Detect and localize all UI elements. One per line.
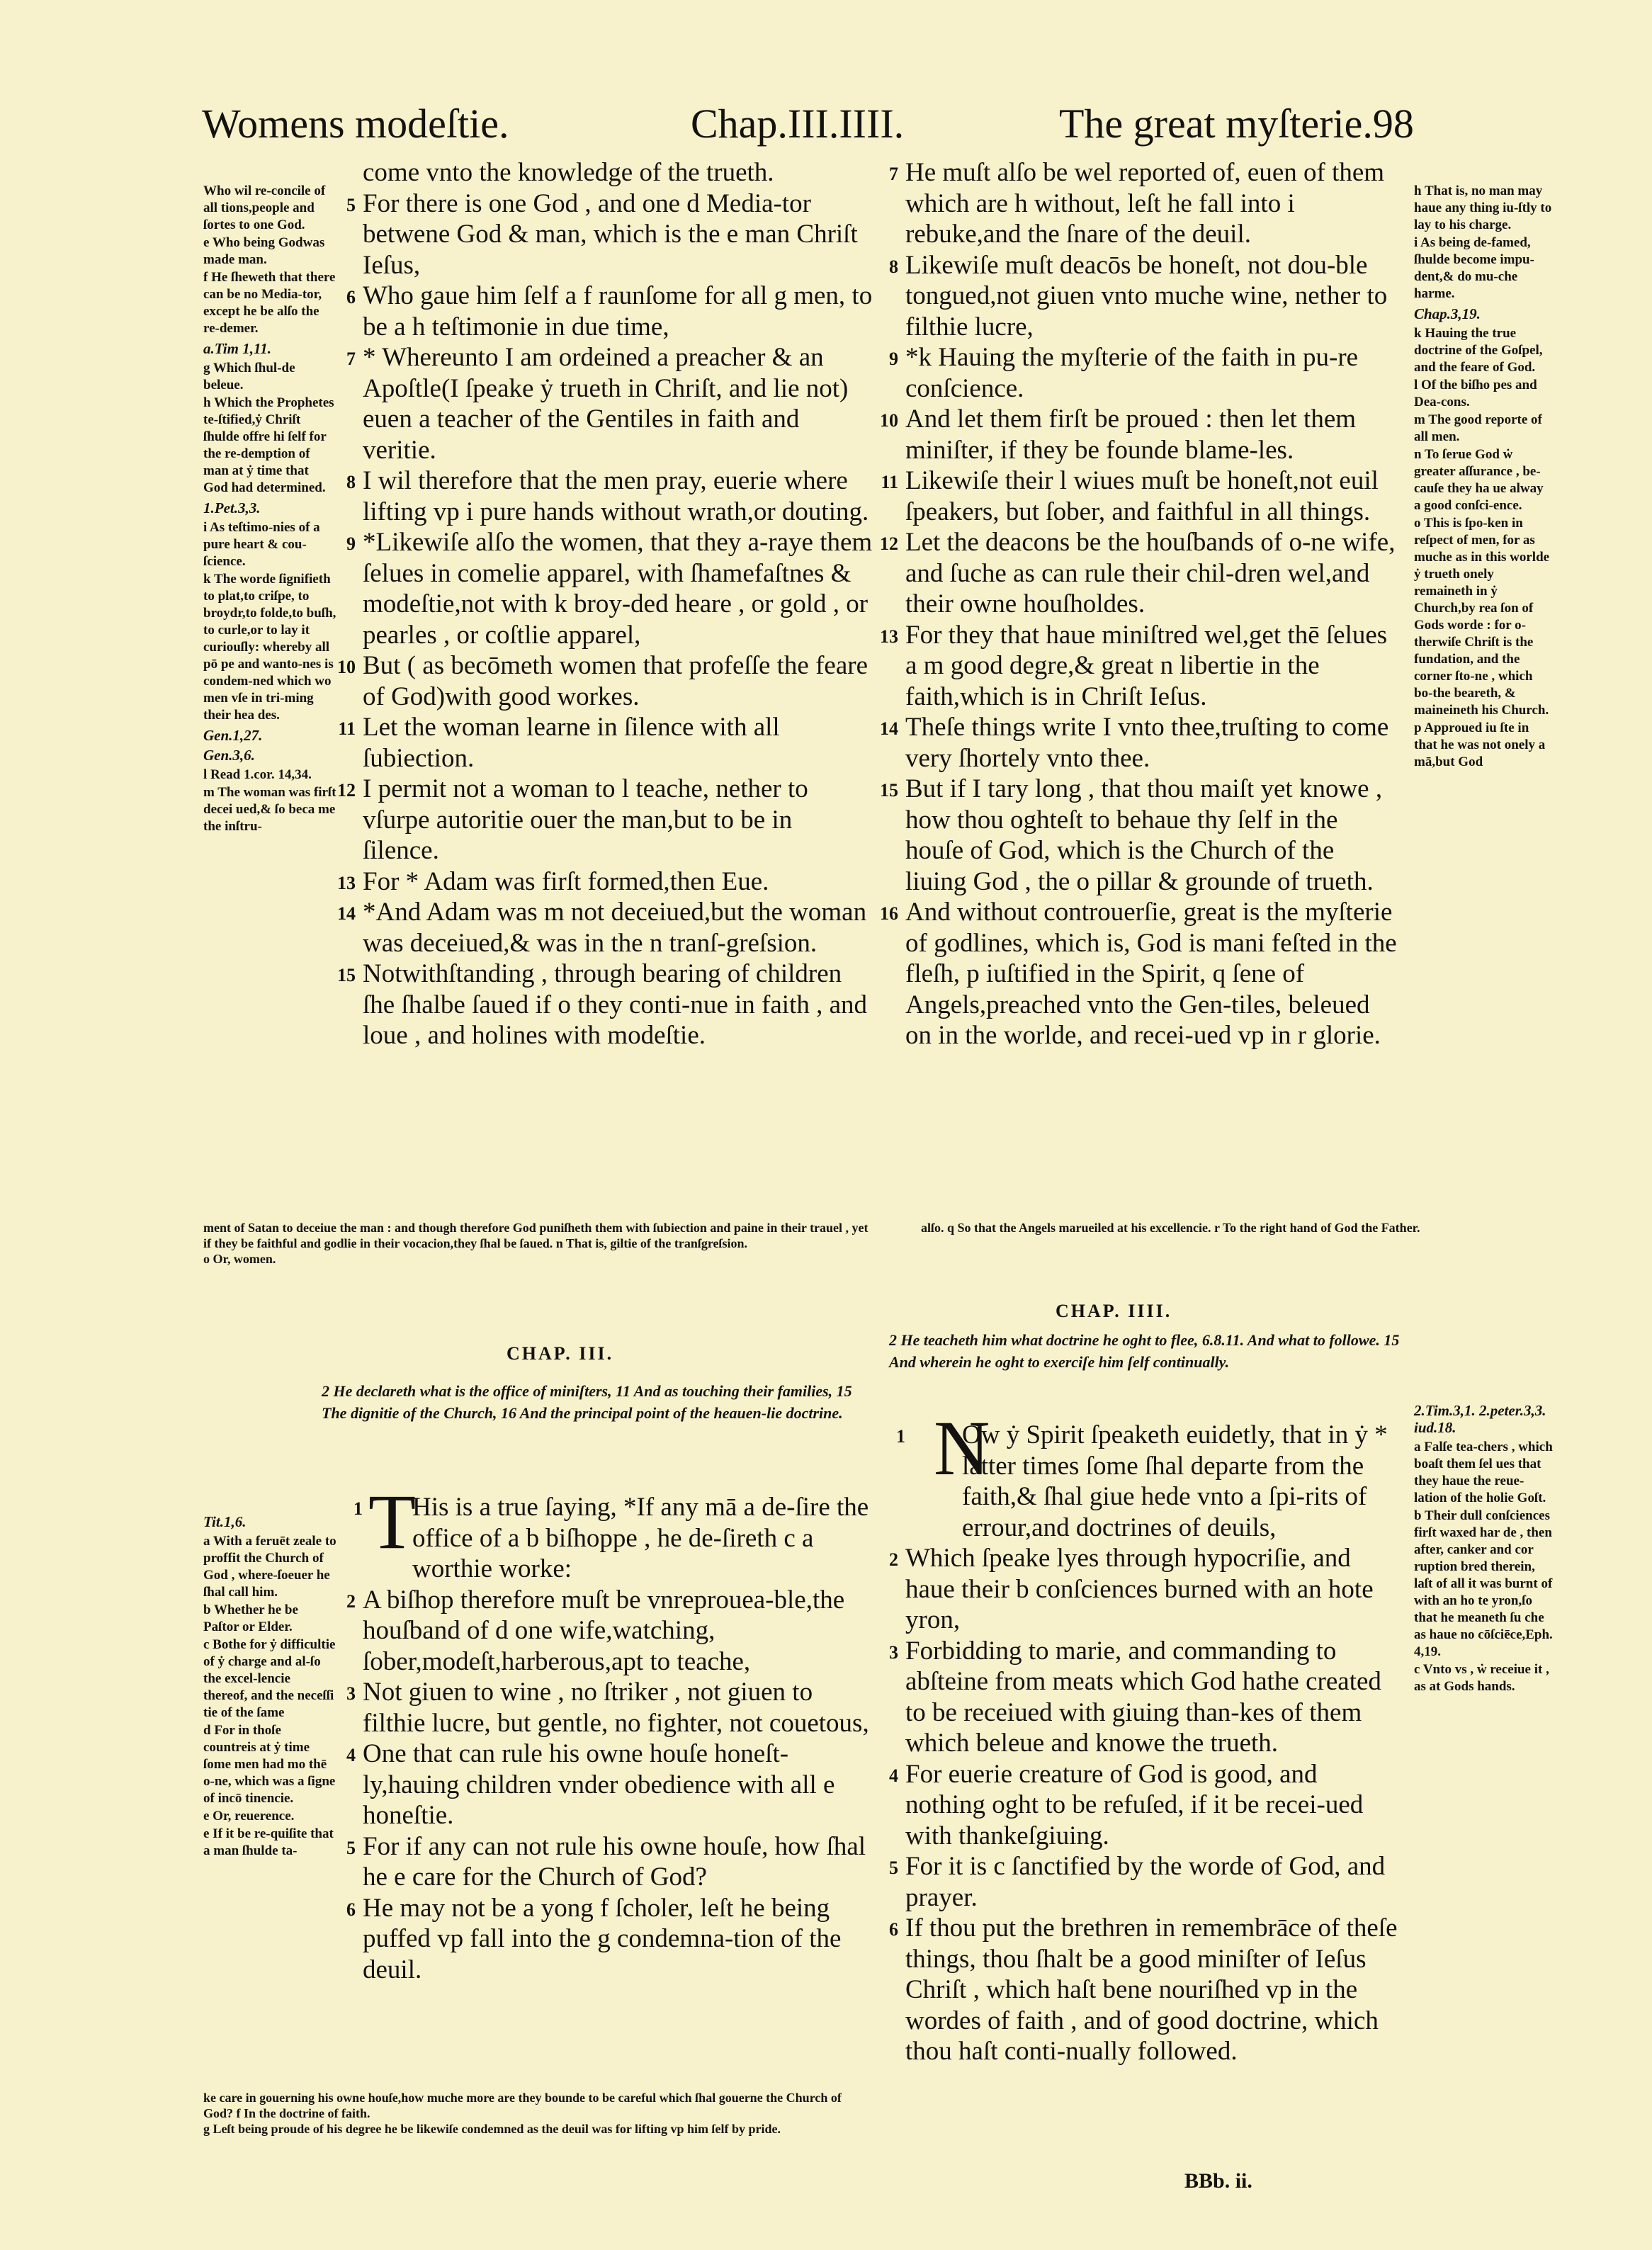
chapter-3-title: CHAP. III. <box>507 1343 614 1364</box>
verse-number: 6 <box>889 1919 898 1940</box>
margin-note: b Whether he be Paſtor or Elder. <box>203 1602 298 1634</box>
col1-footnotes <box>203 1220 873 1267</box>
margin-note: k The worde ſignifieth to plat,to criſpe, to broydr,to folde,to buſh, to curle,or to lay it curiouſly: whereby all pō pe and wanto-nes is condem-ned which wo men vſe in tri-ming their hea des. <box>203 572 336 723</box>
verse-text: And let them firſt be proued : then let them miniſter, if they be founde blame-les. <box>905 405 1357 465</box>
verse <box>889 250 1401 343</box>
verse-number: 1 <box>353 1498 363 1519</box>
verse-text: *k Hauing the myſterie of the faith in pu-re conſcience. <box>905 343 1359 403</box>
verse-text: He may not be a yong f ſcholer, leſt he being puffed vp fall into the g condemna-tion of the deuil. <box>363 1893 842 1984</box>
verse-text: Ow ẏ Spirit ſpeaketh euidetly, that in ẏ * latter times ſome ſhal departe from the faith,& ſhal giue hede vnto a ſpi-rits of errour,and doctrines of deuils, <box>962 1420 1388 1542</box>
verse-text: For euerie creature of God is good, and nothing oght to be refuſed, if it be recei-ued with thankeſgiuing. <box>905 1759 1364 1850</box>
chapter-4-margin-notes <box>1414 1399 1553 1696</box>
verse <box>363 157 873 188</box>
margin-cross-reference: 2.Tim.3,1. 2.peter.3,3. iud.18. <box>1414 1402 1546 1436</box>
verse-number: 4 <box>889 1765 898 1786</box>
verse <box>880 527 1401 620</box>
footnote: g Leſt being proude of his degree he be likewiſe condemned as the deuil was for lifting vp him ſelf by pride. <box>203 2122 781 2136</box>
verse-number: 8 <box>346 472 356 492</box>
verse-text: Not giuen to wine , no ſtriker , not giuen to filthie lucre, but gentle, no fighter, not couetous, <box>363 1678 869 1738</box>
verse <box>337 897 873 959</box>
margin-note: a With a feruēt zeale to proffit the Church of God , where-ſoeuer he ſhal call him. <box>203 1534 336 1600</box>
verse-number: 12 <box>880 533 898 554</box>
verse <box>880 774 1401 897</box>
verse-number: 3 <box>346 1683 356 1704</box>
footnote: alſo. q So that the Angels marueiled at his excellencie. r To the right hand of God the Father. <box>921 1221 1420 1235</box>
header-right-title-page-number: The great myſterie.98 <box>1059 101 1414 147</box>
verse <box>880 620 1401 713</box>
verse <box>880 404 1401 465</box>
verse-number: 9 <box>889 349 898 369</box>
margin-note: h That is, no man may haue any thing iu-ſtly to lay to his charge. <box>1414 183 1552 232</box>
verse-number: 7 <box>346 349 356 369</box>
verse <box>346 281 873 342</box>
margin-note: l Read 1.cor. 14,34. <box>203 767 312 782</box>
catchword-signature: BBb. ii. <box>1184 2169 1252 2193</box>
verse-text: A biſhop therefore muſt be vnreprouea-ble,the houſband of d one wife,watching, ſober,modeſt,harberous,apt to teache, <box>363 1585 845 1676</box>
verse-text: For there is one God , and one d Media-tor betwene God & man, which is the e man Chriſt Ieſus, <box>363 188 858 280</box>
verse-text: Which ſpeake lyes through hypocriſie, and haue their b conſciences burned with an hote yron, <box>905 1544 1374 1634</box>
margin-note: e Who being Godwas made man. <box>203 235 325 267</box>
running-header <box>202 101 1442 147</box>
margin-note: b Their dull conſciences firſt waxed har de , then after, canker and cor ruption bred therein, laſt of all it was burnt of with an ho te yron,ſo that he meaneth ſu che as haue no cōſciēce,Eph. 4,19. <box>1414 1508 1553 1659</box>
verse-number: 14 <box>880 718 898 739</box>
footnote: ment of Satan to deceiue the man : and though therefore God puniſheth them with ſubiection and paine in their trauel , yet if they be faithful and godlie in their vocacion,they ſhal be ſaued. n That is, giltie of the tranſgreſsion. <box>203 1221 869 1250</box>
verse-number: 4 <box>346 1745 356 1765</box>
margin-note: e If it be re-quiſite that a man ſhulde ta- <box>203 1826 334 1858</box>
verse <box>353 1492 873 1585</box>
margin-note: m The good reporte of all men. <box>1414 412 1542 444</box>
margin-note: n To ſerue God ẇ greater aſſurance , be-cauſe they ha ue alway a good conſci-ence. <box>1414 447 1544 513</box>
chapter-3-dropcap: T <box>368 1479 417 1565</box>
margin-note: a Falſe tea-chers , which boaſt them ſel ues that they haue the reue-lation of the holie Goſt. <box>1414 1440 1553 1505</box>
verse-number: 9 <box>346 533 356 554</box>
chapter-3-footnotes <box>203 2090 873 2137</box>
verse-number: 2 <box>889 1549 898 1570</box>
verse-text: But if I tary long , that thou maiſt yet knowe , how thou oghteſt to behaue thy ſelf in the houſe of God, which is the Church of the liuing God , the o pillar & grounde of trueth. <box>905 774 1383 896</box>
margin-cross-reference: Gen.3,6. <box>203 747 255 764</box>
verse <box>880 712 1401 774</box>
chapter-4-argument: 2 He teacheth him what doctrine he oght to flee, 6.8.11. And what to followe. 15 And wherein he oght to exerciſe him ſelf continually. <box>889 1331 1400 1371</box>
verse-text: I permit not a woman to l teache, nether to vſurpe autoritie ouer the man,but to be in ſilence. <box>363 774 808 865</box>
chapter-4-dropcap: N <box>934 1405 990 1491</box>
chapter-3-body <box>346 1492 873 1985</box>
verse <box>346 1585 873 1678</box>
verse <box>346 527 873 650</box>
verse-text: Let the deacons be the houſbands of o-ne wife, and ſuche as can rule their chil-dren wel,and their owne houſholdes. <box>905 528 1396 618</box>
verse-text: For if any can not rule his owne houſe, how ſhal he e care for the Church of God? <box>363 1831 866 1892</box>
margin-note: e Or, reuerence. <box>203 1809 295 1824</box>
verse <box>346 1893 873 1986</box>
margin-note: i As being de-famed, ſhulde become impu-dent,& do mu-che harme. <box>1414 235 1534 301</box>
margin-note: f He ſheweth that there can be no Media-tor, except he be alſo the re-demer. <box>203 270 336 336</box>
verse-number: 3 <box>889 1641 898 1663</box>
verse-text: Forbidding to marie, and commanding to abſteine from meats which God hathe created to be receiued with giuing than-kes of them which beleue and knowe the trueth. <box>905 1636 1381 1758</box>
verse-text: Who gaue him ſelf a f raunſome for all g men, to be a h teſtimonie in due time, <box>363 281 873 341</box>
verse-text: *And Adam was m not deceiued,but the woman was deceiued,& was in the n tranſ-greſsion. <box>363 898 867 958</box>
verse-number: 13 <box>337 872 356 893</box>
verse-text: *Likewiſe alſo the women, that they a-raye them ſelues in comelie apparel, with ſhamefaſtnes & modeſtie,not with k broy-ded heare , or gold , or pearles , or coſtlie apparel, <box>363 528 873 650</box>
verse-text: And without controuerſie, great is the myſterie of godlines, which is, God is mani feſted in the fleſh, p iuſtified in the Spirit, q ſene of Angels,preached vnto the Gen-tiles, beleued on in the worlde, and recei-ued vp in r glorie. <box>905 898 1397 1050</box>
col2-footnote <box>921 1220 1555 1236</box>
verse-text: For * Adam was firſt formed,then Eue. <box>363 866 769 896</box>
verse <box>889 1913 1401 2067</box>
verse-number: 7 <box>889 164 898 184</box>
margin-note: m The woman was firſt decei ued,& ſo beca me the inſtru- <box>203 785 336 834</box>
verse <box>338 712 873 774</box>
verse-text: come vnto the knowledge of the trueth. <box>363 158 774 187</box>
verse-text: For they that haue miniſtred wel,get thē ſelues a m good degre,& great n libertie in the faith,which is in Chriſt Ieſus. <box>905 620 1388 711</box>
verse-number: 8 <box>889 256 898 277</box>
verse <box>337 866 873 898</box>
chapter-4-title: CHAP. IIII. <box>1056 1301 1172 1321</box>
verse <box>337 774 873 866</box>
chapter-3-argument: 2 He declareth what is the office of miniſters, 11 And as touching their families, 15 The dignitie of the Church, 16 And the principal point of the heauen-lie doctrine. <box>322 1382 852 1422</box>
margin-note: d For in thoſe countreis at ẏ time ſome men had mo thē o-ne, which was a ſigne of incō tinencie. <box>203 1723 336 1806</box>
verse <box>337 650 873 712</box>
verse <box>346 465 873 527</box>
verse-number: 5 <box>346 194 356 215</box>
header-chapter-numbers: Chap.III.IIII. <box>691 101 905 147</box>
verse-text: Theſe things write I vnto thee,truſting to come very ſhortely vnto thee. <box>905 713 1389 773</box>
header-left-title: Womens modeſtie. <box>202 101 509 147</box>
margin-cross-reference: a.Tim 1,11. <box>203 340 272 357</box>
verse-text: Likewiſe their l wiues muſt be honeſt,not euil ſpeakers, but ſober, and faithful in all things. <box>905 466 1379 526</box>
margin-note: c Bothe for ẏ difficultie of ẏ charge and al-ſo the excel-lencie thereof, and the neceſſi tie of the ſame <box>203 1637 336 1720</box>
verse-number: 2 <box>346 1590 356 1612</box>
margin-note: p Approued iu ſte in that he was not onely a mā,but God <box>1414 720 1546 769</box>
verse-number: 5 <box>346 1837 356 1858</box>
margin-cross-reference: 1.Pet.3,3. <box>203 499 261 516</box>
verse-text: I wil therefore that the men pray, euerie where lifting vp i pure hands without wrath,or douting. <box>363 466 869 526</box>
margin-note: g Which ſhul-de beleue. <box>203 361 295 392</box>
verse <box>881 465 1401 527</box>
verse-number: 10 <box>337 657 356 677</box>
verse-text: His is a true ſaying, *If any mā a de-ſire the office of a b biſhoppe , he de-ſireth c a worthie worke: <box>412 1493 869 1583</box>
verse <box>889 157 1401 250</box>
verse-text: But ( as becōmeth women that profeſſe the feare of God)with good workes. <box>363 651 868 711</box>
verse <box>880 897 1401 1051</box>
verse-number: 13 <box>880 626 898 647</box>
verse-number: 15 <box>337 965 356 985</box>
verse <box>889 342 1401 404</box>
verse <box>346 188 873 281</box>
verse-number: 1 <box>896 1426 905 1447</box>
verse <box>346 1831 873 1893</box>
footnote: ke care in gouerning his owne houſe,how muche more are they bounde to be careful which ſhal gouerne the Church of God? f In the doctrine of faith. <box>203 2091 842 2120</box>
verse-number: 15 <box>880 780 898 801</box>
margin-cross-reference: Chap.3,19. <box>1414 305 1481 322</box>
verse <box>896 1420 1401 1543</box>
verse <box>346 1739 873 1831</box>
verse-number: 5 <box>889 1858 898 1878</box>
verse-text: Let the woman learne in ſilence with all ſubiection. <box>363 713 780 773</box>
margin-note: i As teſtimo-nies of a pure heart & cou-ſcience. <box>203 520 320 569</box>
verse-number: 16 <box>880 903 898 924</box>
verse-number: 6 <box>346 287 356 307</box>
verse <box>889 1636 1401 1759</box>
verse-number: 10 <box>880 410 898 431</box>
verse <box>889 1851 1401 1913</box>
verse-text: One that can rule his owne houſe honeſt-ly,hauing children vnder obedience with all e honeſtie. <box>363 1739 835 1830</box>
chapter-4-body <box>889 1420 1401 2067</box>
footnote: o Or, women. <box>203 1252 276 1266</box>
verse-number: 11 <box>881 472 898 492</box>
verse-text: Likewiſe muſt deacōs be honeſt, not dou-ble tongued,not giuen vnto muche wine, nether to filthie lucre, <box>905 250 1388 341</box>
verse-number: 6 <box>346 1899 356 1920</box>
verse <box>346 342 873 465</box>
margin-note: Who wil re-concile of all tions,people and ſortes to one God. <box>203 183 326 232</box>
verse-number: 14 <box>337 903 356 924</box>
margin-note: o This is ſpo-ken in reſpect of men, for as muche as in this worlde ẏ trueth onely remaineth in ẏ Church,by rea ſon of Gods worde : for o-therwiſe Chriſt is the fundation, and the corner ſto-ne , which bo-the beareth, & maineineth his Church. <box>1414 516 1550 718</box>
verse-number: 11 <box>338 718 356 739</box>
margin-cross-reference: Gen.1,27. <box>203 727 263 744</box>
verse-text: For it is c ſanctified by the worde of God, and prayer. <box>905 1852 1386 1912</box>
verse-number: 12 <box>337 780 356 801</box>
verse-text: If thou put the brethren in remembrāce of theſe things, thou ſhalt be a good miniſter of Ieſus Chriſt , which haſt bene nouriſhed vp in the wordes of faith , and of good doctrine, which thou haſt conti-nually followed. <box>905 1913 1398 2066</box>
margin-cross-reference: Tit.1,6. <box>203 1513 247 1530</box>
col1-body <box>337 157 873 1051</box>
col2-margin-notes <box>1414 183 1553 771</box>
chapter-3-margin-notes <box>203 1510 336 1860</box>
col2-body <box>880 157 1401 1051</box>
verse <box>337 959 873 1051</box>
margin-note: c Vnto vs , ẇ receiue it , as at Gods hands. <box>1414 1662 1549 1694</box>
verse-text: Notwithſtanding , through bearing of children ſhe ſhalbe ſaued if o they conti-nue in faith , and loue , and holines with modeſtie. <box>363 959 868 1050</box>
verse-text: * Whereunto I am ordeined a preacher & an Apoſtle(I ſpeake ẏ trueth in Chriſt, and lie not) euen a teacher of the Gentiles in faith and veritie. <box>363 343 849 465</box>
verse-text: He muſt alſo be wel reported of, euen of them which are h without, leſt he fall into i rebuke,and the ſnare of the deuil. <box>905 158 1385 249</box>
col1-margin-notes <box>203 183 336 836</box>
margin-note: l Of the biſho pes and Dea-cons. <box>1414 378 1537 409</box>
verse <box>889 1543 1401 1636</box>
margin-note: k Hauing the true doctrine of the Goſpel, and the feare of God. <box>1414 326 1543 375</box>
verse <box>889 1759 1401 1852</box>
margin-note: h Which the Prophetes te-ſtified,ẏ Chriſt ſhulde offre hi ſelf for the re-demption of man at ẏ time that God had determined. <box>203 395 334 495</box>
verse <box>346 1677 873 1739</box>
